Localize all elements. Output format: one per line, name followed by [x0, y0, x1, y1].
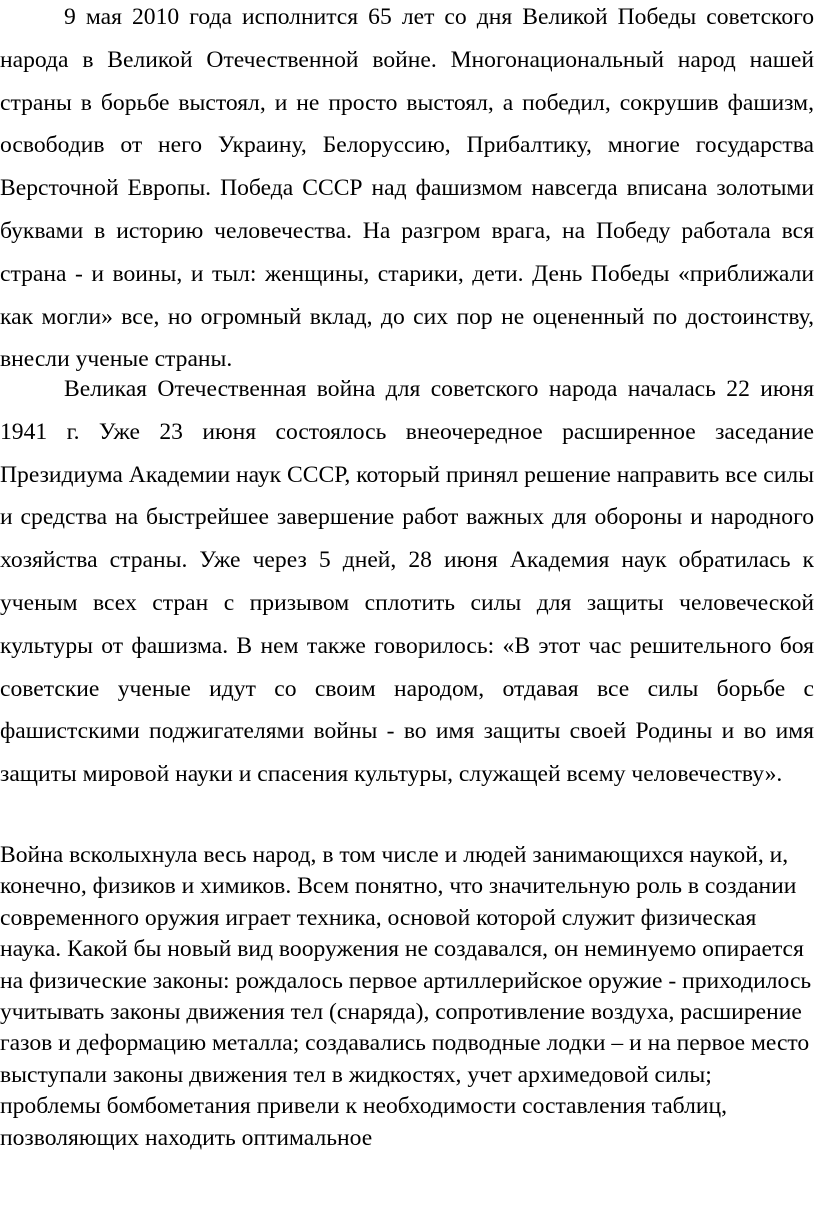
paragraph-physics-and-war: Война всколыхнула весь народ, в том числе и людей занимающихся наукой, и, конечно, физиков и химиков. Всем понятно, что значительную роль в создании современного оружия играет техника, основой которой служит физическая наука. Какой бы новый вид вооружения не создавался, он неминуемо опирается на физические законы: рождалось первое артиллерийское оружие - приходилось учитывать законы движения тел (снаряда), сопротивление воздуха, расширение газов и деформацию металла; создавались подводные лодки – и на первое место выступали законы движения тел в жидкостях, учет архимедовой силы; проблемы бомбометания привели к необходимости составления таблиц, позволяющих находить оптимальное	[0, 842, 812, 1151]
paragraph-victory-anniversary: 9 мая 2010 года исполнится 65 лет со дня Великой Победы советского народа в Великой Отечественной войне. Многонациональный народ нашей страны в борьбе выстоял, и не просто выстоял, а победил, сокрушив фашизм, освободив от него Украину, Белоруссию, Прибалтику, многие государства Версточной Европы. Победа СССР над фашизмом навсегда вписана золотыми буквами в историю человечества. На разгром врага, на Победу работала вся страна - и воины, и тыл: женщины, старики, дети. День Победы «приближали как могли» все, но огромный вклад, до сих пор не оцененный по достоинству, внесли ученые страны.	[0, 4, 814, 373]
paragraph-war-beginning: Великая Отечественная война для советского народа началась 22 июня 1941 г. Уже 23 июня состоялось внеочередное расширенное заседание Президиума Академии наук СССР, который принял решение направить все силы и средства на быстрейшее завершение работ важных для обороны и народного хозяйства страны. Уже через 5 дней, 28 июня Академия наук обратилась к ученым всех стран с призывом сплотить силы для защиты человеческой культуры от фашизма. В нем также говорилось: «В этот час решительного боя советские ученые идут со своим народом, отдавая все силы борьбе с фашистскими поджигателями войны - во имя защиты своей Родины и во имя защиты мировой науки и спасения культуры, служащей всему человечеству».	[0, 376, 814, 788]
